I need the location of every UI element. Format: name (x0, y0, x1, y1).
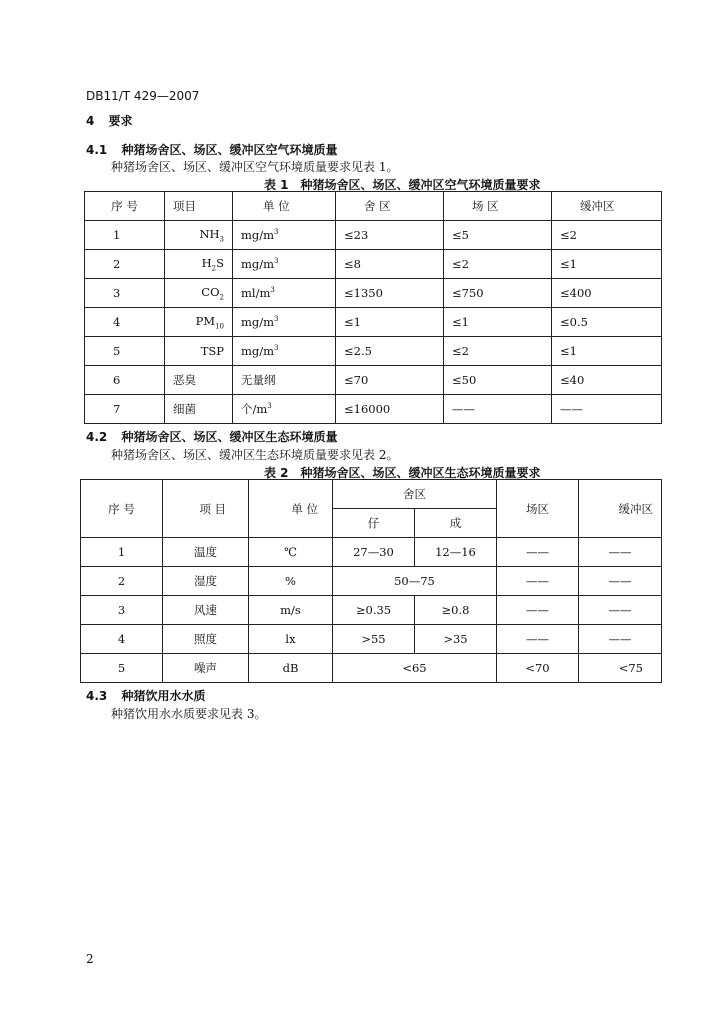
cell-field: ≤2 (444, 337, 552, 366)
item-subscript: 2 (211, 264, 217, 273)
section-number: 4.3 (86, 689, 108, 703)
cell-house: ≤70 (336, 366, 444, 395)
cell-unit (233, 395, 336, 424)
cell-house-merged: <65 (333, 654, 497, 683)
col-header-item: 项目 (165, 192, 233, 221)
cell-no: 3 (81, 596, 163, 625)
cell-no: 1 (85, 221, 165, 250)
cell-buffer: ≤0.5 (552, 308, 662, 337)
table-row (85, 366, 662, 395)
cell-item: TSP (165, 337, 233, 366)
section-title: 种猪场舍区、场区、缓冲区空气环境质量 (121, 143, 338, 157)
table-row (85, 308, 662, 337)
col-header-buffer: 缓冲区 (552, 192, 662, 221)
cell-item: 细菌 (165, 395, 233, 424)
cell-no: 4 (85, 308, 165, 337)
table-header-row (81, 480, 662, 509)
cell-buffer: ≤1 (552, 250, 662, 279)
col-header-buffer: 缓冲区 (579, 480, 662, 538)
section-4-2-body: 种猪场舍区、场区、缓冲区生态环境质量要求见表 2。 (111, 448, 399, 462)
doc-code: DB11/T 429—2007 (86, 89, 200, 103)
cell-item (165, 279, 233, 308)
cell-item (165, 308, 233, 337)
cell-field: —— (497, 625, 579, 654)
cell-no: 1 (81, 538, 163, 567)
cell-field: ≤5 (444, 221, 552, 250)
item-text: PM (195, 313, 216, 328)
section-4-3-body: 种猪饮用水水质要求见表 3。 (111, 707, 267, 721)
table-2-caption: 表 2 种猪场舍区、场区、缓冲区生态环境质量要求 (264, 466, 541, 480)
cell-no: 4 (81, 625, 163, 654)
item-text-after: S (216, 255, 224, 270)
cell-piglet: 27—30 (333, 538, 415, 567)
table-1 (84, 191, 662, 424)
cell-piglet: >55 (333, 625, 415, 654)
unit-superscript: 3 (274, 257, 279, 266)
table-row (81, 625, 662, 654)
cell-unit (233, 279, 336, 308)
col-header-item: 项 目 (163, 480, 249, 538)
cell-field: —— (497, 567, 579, 596)
cell-unit (233, 221, 336, 250)
table-row (85, 279, 662, 308)
item-text: NH (199, 226, 220, 241)
table-row (81, 596, 662, 625)
section-4-2-heading (86, 428, 337, 445)
section-title: 要求 (108, 114, 133, 128)
section-4-1-heading (86, 141, 337, 158)
cell-field: ≤50 (444, 366, 552, 395)
unit-text: 个/m (241, 402, 268, 416)
cell-no: 5 (85, 337, 165, 366)
cell-item: 恶臭 (165, 366, 233, 395)
col-header-piglet: 仔 (333, 509, 415, 538)
cell-no: 5 (81, 654, 163, 683)
cell-item (165, 250, 233, 279)
cell-item: 照度 (163, 625, 249, 654)
cell-field: —— (497, 596, 579, 625)
unit-superscript: 3 (274, 315, 279, 324)
cell-house: ≤8 (336, 250, 444, 279)
section-4-heading (86, 112, 133, 129)
cell-house: ≤2.5 (336, 337, 444, 366)
col-header-field: 场区 (497, 480, 579, 538)
cell-item (165, 221, 233, 250)
cell-field: —— (497, 538, 579, 567)
cell-no: 2 (85, 250, 165, 279)
item-text: CO (201, 284, 220, 299)
cell-adult: 12—16 (415, 538, 497, 567)
unit-text: ml/m (241, 286, 271, 300)
cell-buffer: ≤2 (552, 221, 662, 250)
cell-adult: >35 (415, 625, 497, 654)
cell-unit (233, 308, 336, 337)
unit-text: mg/m (241, 315, 275, 329)
table-row (81, 538, 662, 567)
page-number: 2 (86, 952, 94, 966)
cell-house: ≤16000 (336, 395, 444, 424)
col-header-unit: 单 位 (233, 192, 336, 221)
section-4-1-body: 种猪场舍区、场区、缓冲区空气环境质量要求见表 1。 (111, 160, 399, 174)
unit-superscript: 3 (267, 402, 272, 411)
cell-no: 7 (85, 395, 165, 424)
col-header-no: 序 号 (81, 480, 163, 538)
col-header-adult: 成 (415, 509, 497, 538)
cell-item: 湿度 (163, 567, 249, 596)
section-number: 4.1 (86, 143, 108, 157)
section-title: 种猪场舍区、场区、缓冲区生态环境质量 (121, 430, 338, 444)
cell-item: 温度 (163, 538, 249, 567)
cell-buffer: —— (579, 567, 662, 596)
cell-unit: dB (249, 654, 333, 683)
cell-no: 6 (85, 366, 165, 395)
cell-unit: m/s (249, 596, 333, 625)
unit-text: mg/m (241, 257, 275, 271)
col-header-house: 舍区 (333, 480, 497, 509)
unit-superscript: 3 (274, 344, 279, 353)
cell-buffer: <75 (579, 654, 662, 683)
cell-unit: lx (249, 625, 333, 654)
table-2 (80, 479, 662, 683)
cell-buffer: ≤1 (552, 337, 662, 366)
section-number: 4 (86, 114, 95, 128)
cell-buffer: —— (579, 538, 662, 567)
cell-field: ≤1 (444, 308, 552, 337)
cell-unit (233, 250, 336, 279)
table-row (85, 337, 662, 366)
section-4-3-heading (86, 687, 205, 704)
cell-unit: 无量纲 (233, 366, 336, 395)
cell-field: —— (444, 395, 552, 424)
cell-house-merged: 50—75 (333, 567, 497, 596)
unit-superscript: 3 (270, 286, 275, 295)
table-1-caption: 表 1 种猪场舍区、场区、缓冲区空气环境质量要求 (264, 178, 541, 192)
cell-field: ≤2 (444, 250, 552, 279)
cell-buffer: —— (552, 395, 662, 424)
section-number: 4.2 (86, 430, 108, 444)
unit-superscript: 3 (274, 228, 279, 237)
cell-house: ≤23 (336, 221, 444, 250)
col-header-house: 舍 区 (336, 192, 444, 221)
cell-buffer: —— (579, 625, 662, 654)
cell-item: 风速 (163, 596, 249, 625)
cell-piglet: ≥0.35 (333, 596, 415, 625)
cell-unit: ℃ (249, 538, 333, 567)
item-subscript: 3 (219, 235, 224, 244)
cell-buffer: ≤400 (552, 279, 662, 308)
unit-text: mg/m (241, 344, 275, 358)
cell-house: ≤1 (336, 308, 444, 337)
item-text: H (201, 255, 212, 270)
cell-field: ≤750 (444, 279, 552, 308)
cell-no: 3 (85, 279, 165, 308)
table-row (81, 654, 662, 683)
cell-no: 2 (81, 567, 163, 596)
col-header-no: 序 号 (85, 192, 165, 221)
table-header-row (85, 192, 662, 221)
cell-adult: ≥0.8 (415, 596, 497, 625)
cell-field: <70 (497, 654, 579, 683)
col-header-field: 场 区 (444, 192, 552, 221)
table-row (85, 221, 662, 250)
table-row (85, 250, 662, 279)
cell-house: ≤1350 (336, 279, 444, 308)
cell-item: 噪声 (163, 654, 249, 683)
item-subscript: 10 (215, 322, 224, 331)
col-header-unit: 单 位 (249, 480, 333, 538)
unit-text: mg/m (241, 228, 275, 242)
table-row (81, 567, 662, 596)
table-row (85, 395, 662, 424)
item-subscript: 2 (219, 293, 224, 302)
cell-buffer: ≤40 (552, 366, 662, 395)
cell-unit: % (249, 567, 333, 596)
section-title: 种猪饮用水水质 (121, 689, 206, 703)
cell-buffer: —— (579, 596, 662, 625)
cell-unit (233, 337, 336, 366)
